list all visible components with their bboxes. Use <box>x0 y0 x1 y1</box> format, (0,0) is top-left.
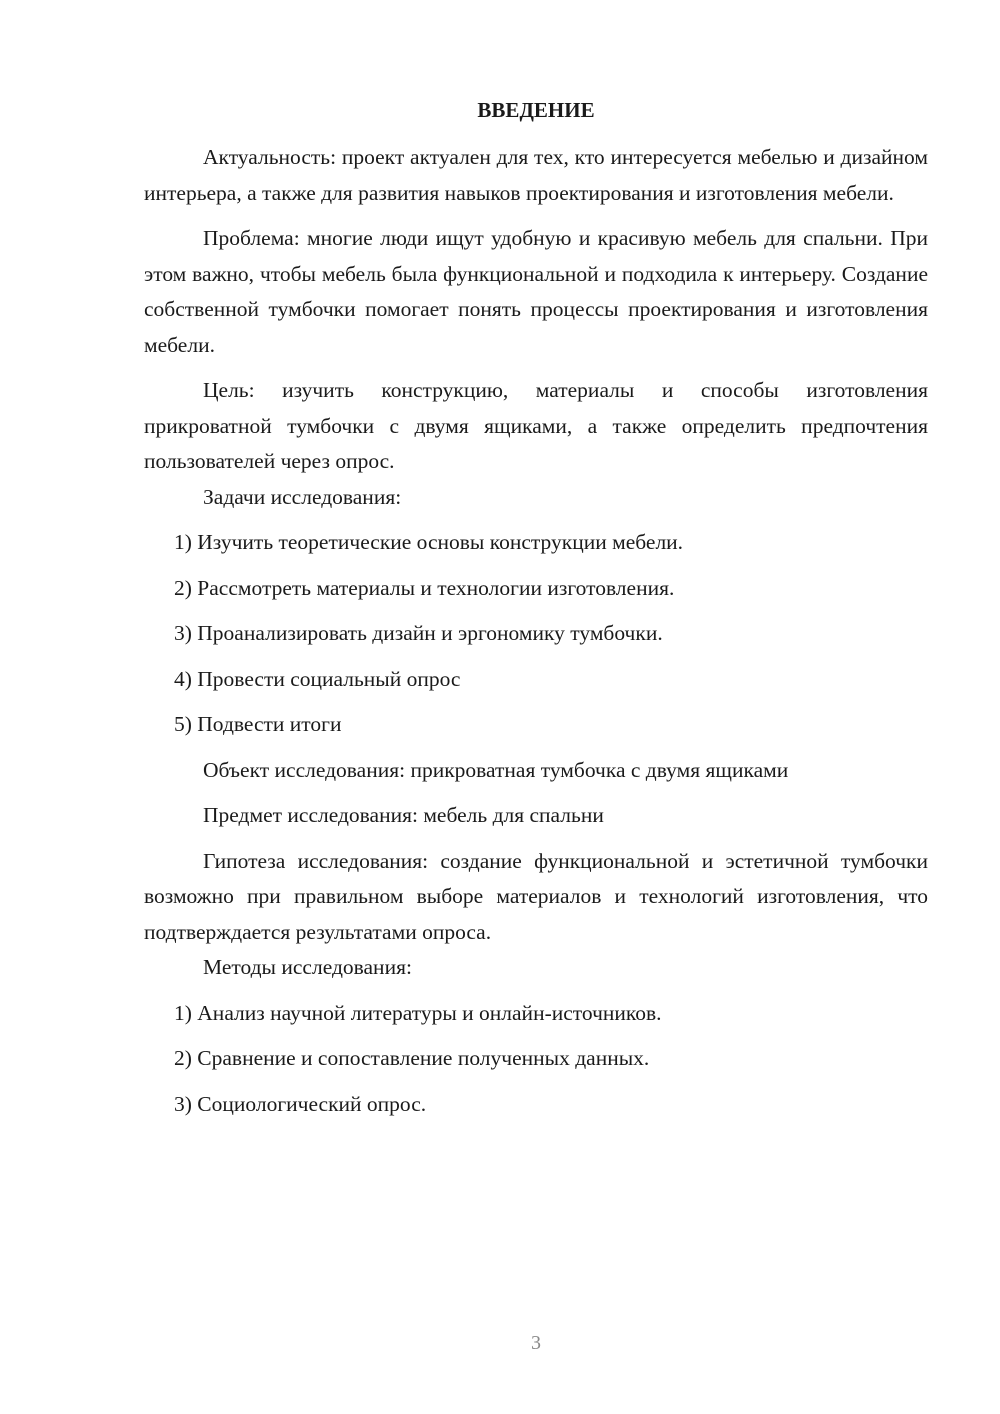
relevance-paragraph: Актуальность: проект актуален для тех, кто интересуется мебелью и дизайном интерьера, а также для развития навыков проектирования и изготовления мебели. <box>144 145 928 205</box>
task-item: 3) Проанализировать дизайн и эргономику тумбочки. <box>174 621 663 645</box>
object-paragraph: Объект исследования: прикроватная тумбочка с двумя ящиками <box>203 757 789 782</box>
subject-paragraph: Предмет исследования: мебель для спальни <box>203 803 604 827</box>
task-item: 1) Изучить теоретические основы конструкции мебели. <box>174 530 684 554</box>
task-item: 5) Подвести итоги <box>174 712 342 736</box>
problem-paragraph: Проблема: многие люди ищут удобную и красивую мебель для спальни. При этом важно, чтобы мебель была функциональной и подходила к интерьеру. Создание собственной тумбочки помогает понять процессы проектирования и изготовления мебели. <box>144 226 928 357</box>
method-item: 2) Сравнение и сопоставление полученных данных. <box>174 1046 650 1070</box>
page-number: 3 <box>531 1332 541 1354</box>
hypothesis-paragraph: Гипотеза исследования: создание функциональной и эстетичной тумбочки возможно при правильном выборе материалов и технологий изготовления, что подтверждается результатами опроса. <box>144 848 928 944</box>
goal-paragraph: Цель: изучить конструкцию, материалы и способы изготовления прикроватной тумбочки с двумя ящиками, а также определить предпочтения пользователей через опрос. <box>144 378 928 473</box>
tasks-heading: Задачи исследования: <box>203 484 402 509</box>
task-item: 4) Провести социальный опрос <box>174 666 461 691</box>
methods-heading: Методы исследования: <box>203 955 412 979</box>
document-body <box>144 140 928 1122</box>
method-item: 3) Социологический опрос. <box>174 1091 427 1116</box>
method-item: 1) Анализ научной литературы и онлайн-источников. <box>174 1000 662 1025</box>
section-title: ВВЕДЕНИЕ <box>477 98 595 122</box>
task-item: 2) Рассмотреть материалы и технологии изготовления. <box>174 575 675 600</box>
